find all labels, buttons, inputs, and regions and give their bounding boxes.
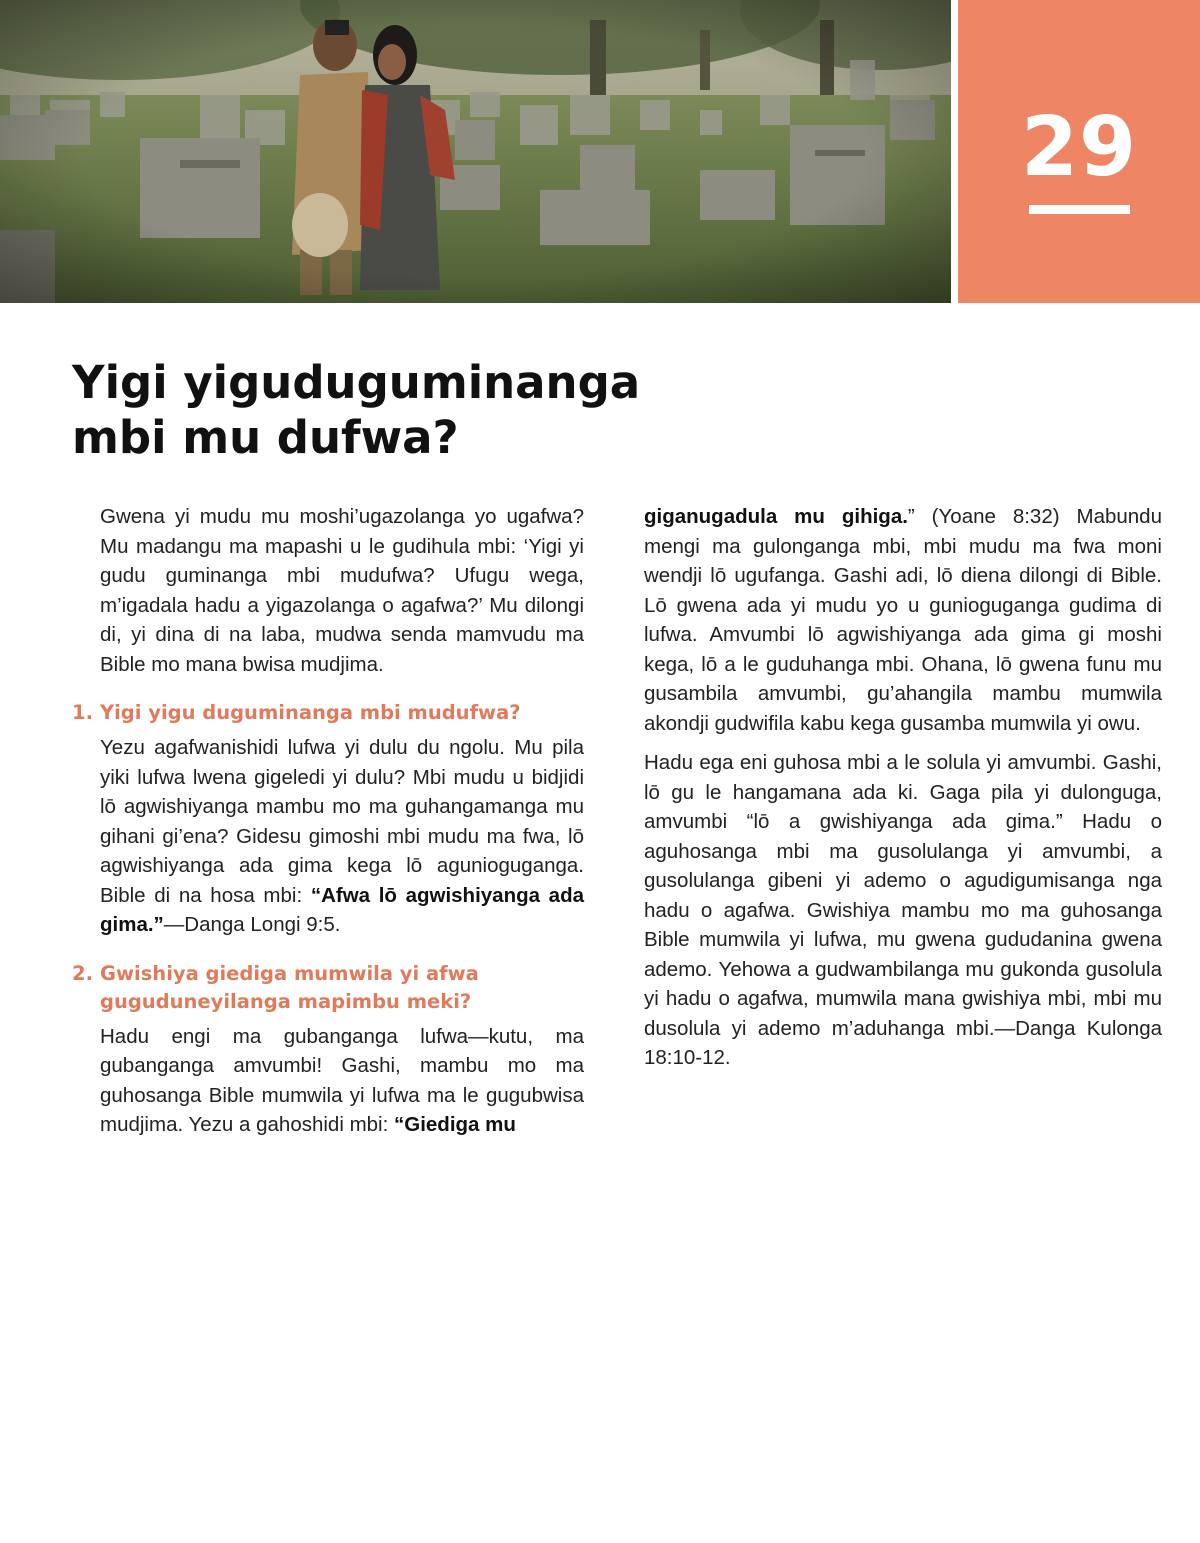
- continued-paragraph-text: ” (Yoane 8:32) Mabundu mengi ma gulonganga mbi, mbi mudu ma fwa moni wendji lō ugufanga. Gashi adi, lō diena dilongi di Bible. Lō gwena ada yi mudu yo u gunioguganga gudima di lufwa. Amvumbi lō agwishiyanga ada gima gi moshi kega, lō a le guduhanga mbi. Ohana, lō gwena funu mu gusambila amvumbi, gu’ahangila mambu mumwila akondji gudwifila kabu kega gusamba mumwila yi owu.: [644, 505, 1162, 735]
- answer-1-quote: “Afwa lō agwishiyanga ada gima.”: [100, 883, 584, 936]
- continued-paragraph: [644, 502, 1162, 738]
- question-2: [72, 960, 584, 1016]
- lesson-number-underline: [1029, 205, 1130, 214]
- right-column: [644, 502, 1162, 1083]
- answer-2-paragraph: [100, 1022, 584, 1140]
- left-column: [72, 502, 584, 1150]
- answer-1-reference: —Danga Longi 9:5.: [163, 913, 341, 936]
- answer-1-text: Yezu agafwanishidi lufwa yi dulu du ngolu. Mu pila yiki lufwa lwena gigeledi yi dulu? Mbi mudu u bidjidi lō agwishiyanga mambu mo ma guhangamanga mu gihani gi’ena? Gidesu gimoshi mbi mudu ma fwa, lō agwishiyanga ada gima kega lō agunioguganga. Bible di na hosa mbi:: [100, 736, 584, 907]
- answer-2-text: Hadu engi ma gubanganga lufwa—kutu, ma gubanganga amvumbi! Gashi, mambu mo ma guhosanga Bible mumwila yi lufwa ma le gugubwisa mudjima. Yezu a gahoshidi mbi:: [100, 1024, 584, 1136]
- lesson-number: 29: [1020, 100, 1138, 195]
- question-1: [72, 699, 584, 727]
- question-1-number: 1.: [72, 701, 93, 724]
- question-2-text: Gwishiya giediga mumwila yi afwa guguduneyilanga mapimbu meki?: [100, 961, 479, 1013]
- question-1-text: Yigi yigu duguminanga mbi mudufwa?: [100, 701, 521, 724]
- cemetery-photo-illustration: [0, 0, 951, 303]
- question-2-number: 2.: [72, 961, 93, 985]
- page-title: Yigi yiguduguminanga mbi mu dufwa?: [72, 356, 641, 464]
- lesson-number-panel: [958, 0, 1200, 303]
- answer-1-paragraph: [100, 733, 584, 940]
- header-photo: [0, 0, 951, 303]
- answer-2-quote-start: “Giediga mu: [394, 1113, 516, 1136]
- intro-paragraph: Gwena yi mudu mu moshi’ugazolanga yo ugafwa? Mu madangu ma mapashi u le gudihula mbi: ‘Yigi yi gudu guminanga mbi mudufwa? Ufugu wega, m’igadala hadu a yigazolanga o agafwa?’ Mu dilongi di, yi dina di na laba, mudwa senda mamvudu ma Bible mo mana bwisa mudjima.: [100, 505, 584, 676]
- paragraph-3: Hadu ega eni guhosa mbi a le solula yi amvumbi. Gashi, lō gu le hangamana ada ki. Gaga pila yi dulonguga, amvumbi “lō a gwishiyanga ada gima.” Hadu o aguhosanga mbi ma gusolulanga yi amvumbi, a gusolulanga gibeni yi ademo o agudigumisanga nga hadu o agafwa. Gwishiya mambu mo ma guhosanga Bible mumwila yi lufwa, mu gwena gududanina gwena ademo. Yehowa a gudwambilanga mu gukonda gusolula yi hadu o agafwa, mumwila mana gwishiya mbi, mbi mu dusolula yi ademo m’aduhanga mbi.—Danga Kulonga 18:10-12.: [644, 751, 1162, 1069]
- quote-continuation: giganugadula mu gihiga.: [644, 505, 908, 528]
